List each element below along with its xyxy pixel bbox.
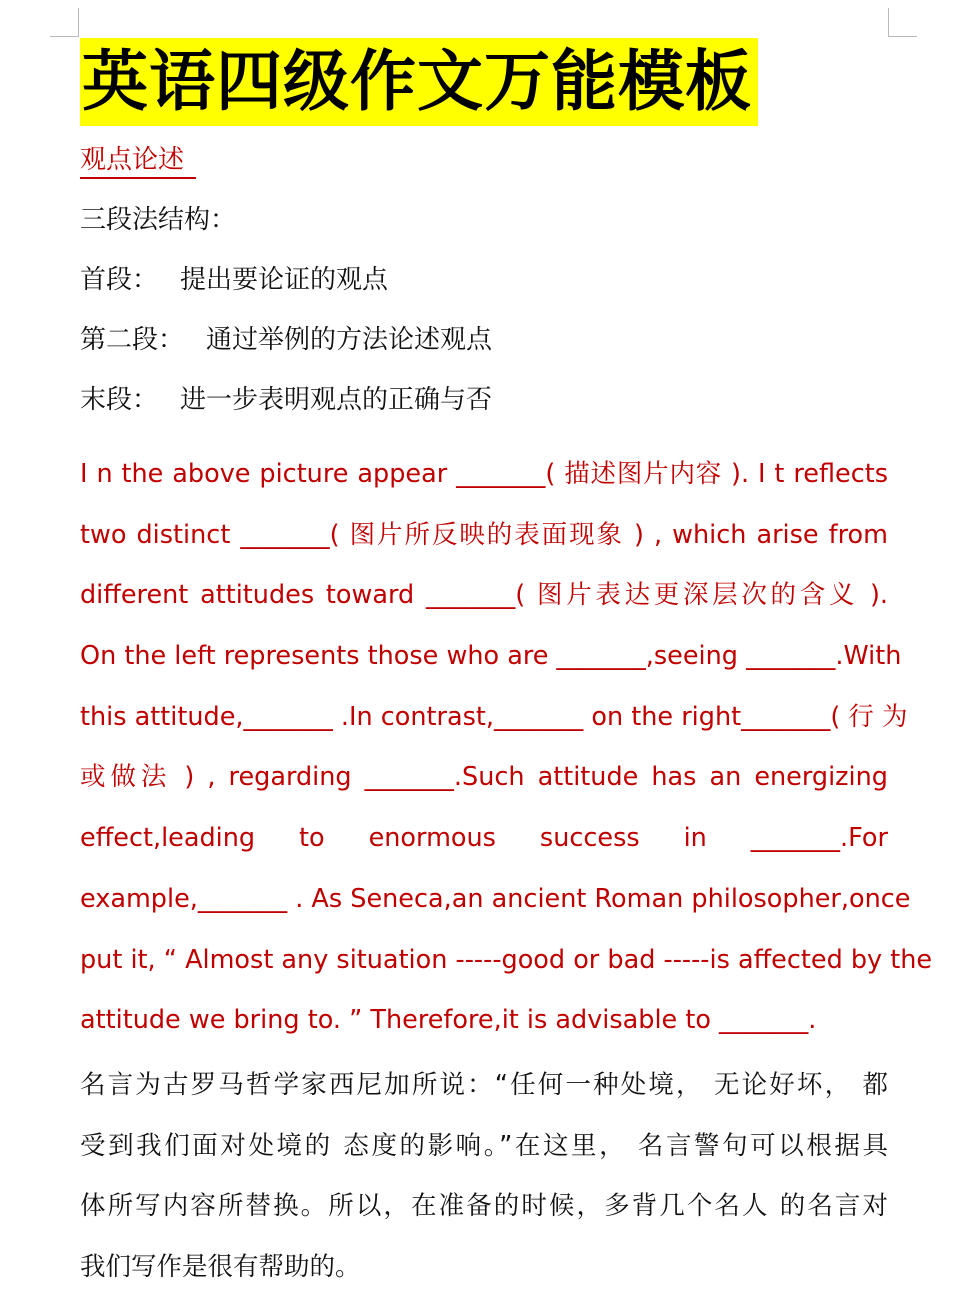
template-line: effect,leading to enormous success in _______.For <box>80 823 888 854</box>
structure-item-label: 首段： <box>80 265 159 295</box>
section-heading: 观点论述 <box>80 143 196 179</box>
template-paragraph <box>80 444 933 1051</box>
template-line: put it, “ Almost any situation -----good or bad -----is affected by the <box>80 944 933 975</box>
template-line: this attitude,_______ .In contrast,_______ on the right_______( 行 为 <box>80 701 908 732</box>
page-title: 英语四级作文万能模板 <box>80 38 758 126</box>
template-line: attitude we bring to. ” Therefore,it is advisable to _______. <box>80 1005 817 1036</box>
template-line: different attitudes toward _______( 图片表达更深层次的含义 ). <box>80 580 888 611</box>
note-line: 我们写作是很有帮助的。 <box>80 1251 361 1282</box>
structure-item-last <box>80 383 888 417</box>
note-line: 名言为古罗马哲学家西尼加所说：“任何一种处境， 无论好坏， 都 <box>80 1069 888 1100</box>
title-block <box>80 38 888 130</box>
template-line: I n the above picture appear _______( 描述图片内容 ). I t reflects <box>80 459 888 489</box>
template-line: On the left represents those who are _______,seeing _______.With <box>80 641 902 672</box>
document-page <box>80 38 933 1298</box>
structure-item-second <box>80 323 888 357</box>
structure-item-text: 提出要论证的观点 <box>180 265 389 295</box>
template-line: 或做法 ) , regarding _______.Such attitude has an energizing <box>80 762 888 793</box>
template-line: example,_______ . As Seneca,an ancient Roman philosopher,once <box>80 883 911 914</box>
structure-item-label: 第二段： <box>80 325 185 355</box>
crop-mark-top-right <box>888 8 917 37</box>
note-line: 受到我们面对处境的 态度的影响。”在这里， 名言警句可以根据具 <box>80 1130 888 1161</box>
note-paragraph <box>80 1055 888 1298</box>
structure-label: 三段法结构： <box>80 205 237 235</box>
structure-item-first <box>80 263 888 297</box>
structure-item-text: 通过举例的方法论述观点 <box>206 325 493 355</box>
structure-item-text: 进一步表明观点的正确与否 <box>180 385 493 415</box>
structure-item-label: 末段： <box>80 385 159 415</box>
template-line: two distinct _______( 图片所反映的表面现象 ) , which arise from <box>80 519 888 550</box>
crop-mark-top-left <box>50 8 79 37</box>
note-line: 体所写内容所替换。所以，在准备的时候，多背几个名人 的名言对 <box>80 1191 888 1222</box>
